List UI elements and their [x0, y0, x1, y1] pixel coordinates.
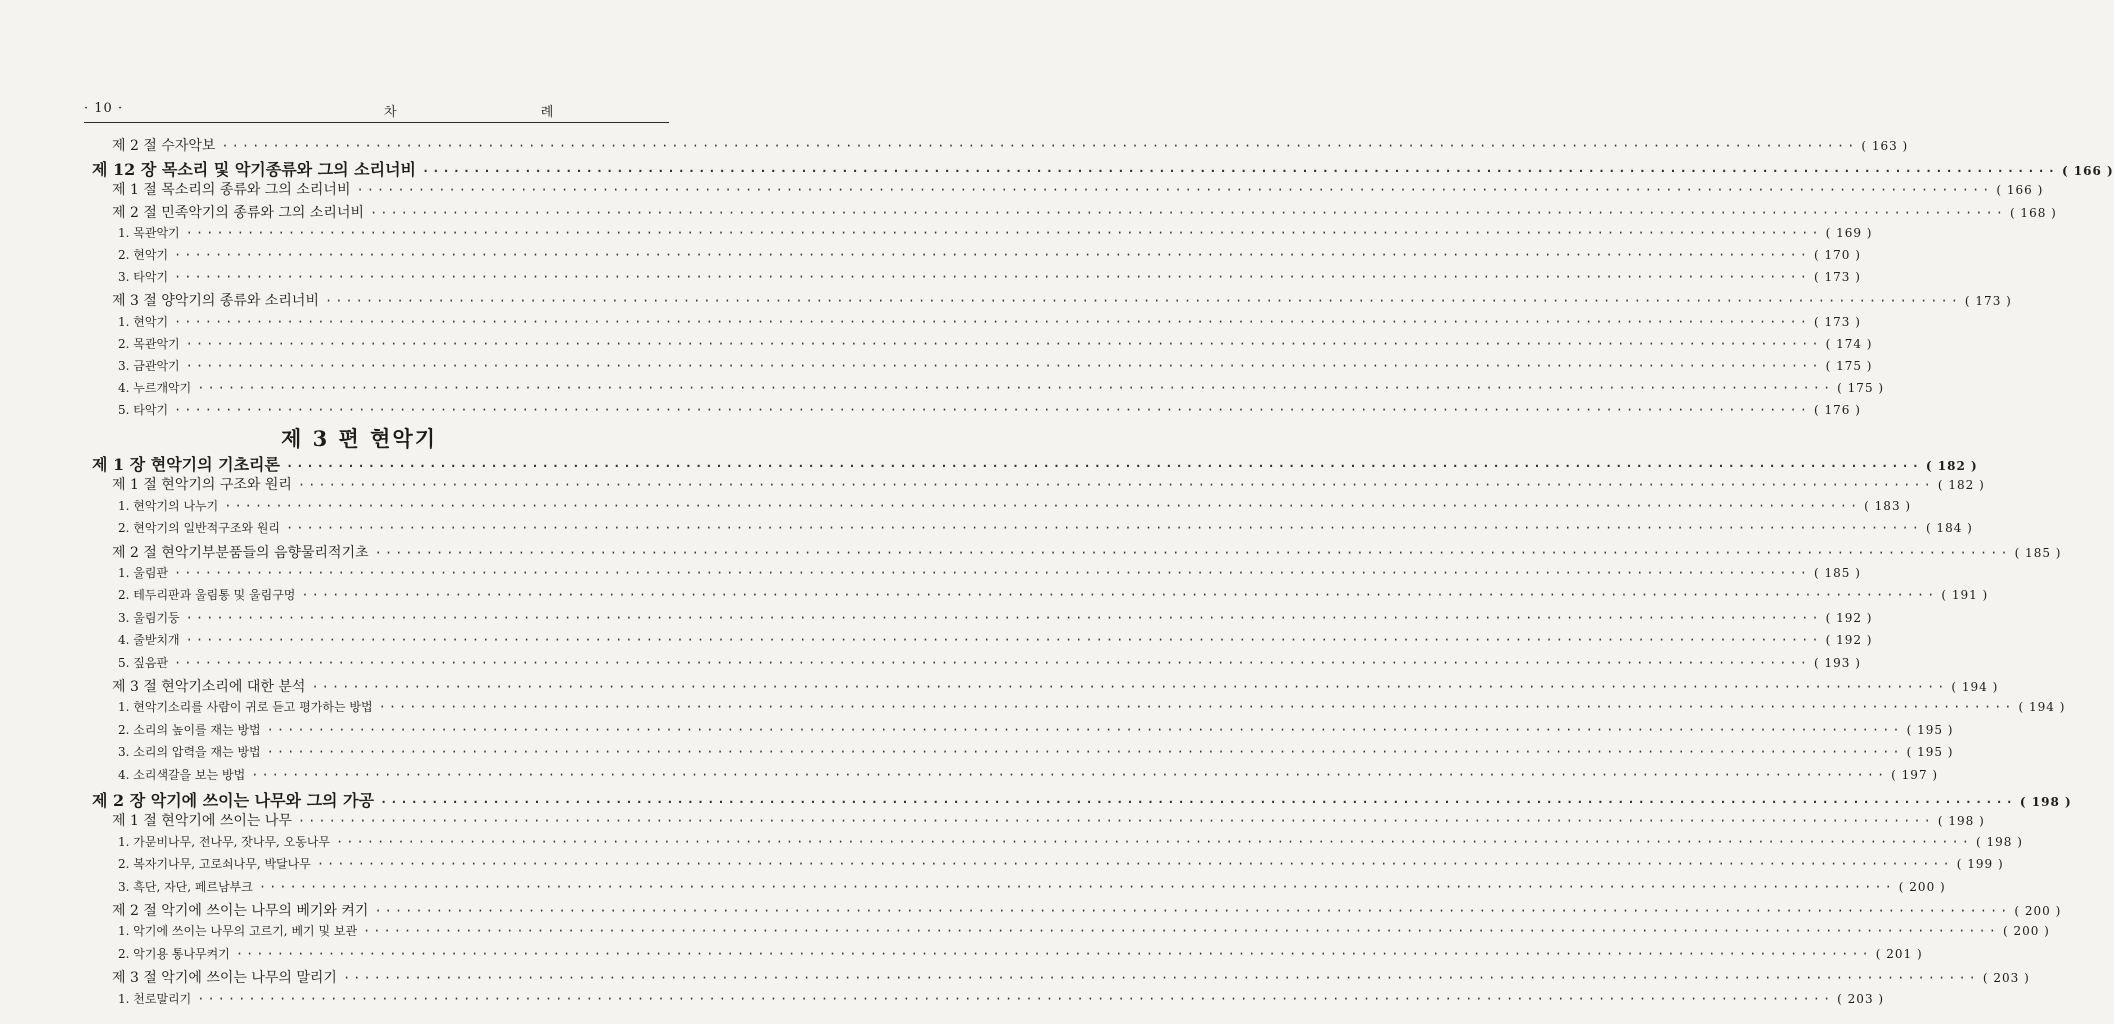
dot-leader: ································································································································································ [197, 381, 1834, 396]
toc-entry-page: ( 176 ) [1813, 403, 1861, 418]
dot-leader: ································································································································································ [185, 633, 1822, 648]
toc-entry-page: ( 175 ) [1837, 381, 1885, 396]
toc-entry-label: 2. 악기용 통나무켜기 [118, 946, 230, 961]
toc-entry-label: 3. 울림기둥 [118, 610, 180, 625]
toc-entry-item [118, 654, 1861, 671]
toc-entry-chapter [92, 157, 2114, 180]
toc-entry-page: ( 175 ) [1825, 359, 1873, 373]
toc-entry-label: 제 2 절 현악기부분품들의 음향물리적기초 [112, 544, 369, 561]
toc-entry-item [118, 497, 1912, 514]
dot-leader: ································································································································································ [251, 767, 1888, 782]
dot-leader: ································································································································································ [258, 879, 1895, 894]
toc-entry-item [118, 631, 1873, 648]
toc-entry-page: ( 182 ) [1937, 478, 1985, 493]
toc-entry-label: 3. 소리의 압력을 재는 방법 [118, 745, 261, 760]
toc-entry-item [118, 268, 1861, 285]
dot-leader: ································································································································································ [174, 655, 1810, 670]
toc-entry-page: ( 193 ) [1813, 655, 1861, 670]
toc-entry-section [112, 202, 2057, 222]
dot-leader: ································································································································································ [374, 545, 2011, 560]
toc-entry-page: ( 197 ) [1891, 767, 1939, 782]
toc-entry-label: 제 1 절 현악기의 구조와 원리 [112, 477, 292, 494]
toc-entry-label: 1. 현악기의 나누기 [118, 498, 219, 513]
dot-leader: ································································································································································ [378, 700, 2015, 715]
toc-entry-section [112, 179, 2044, 199]
toc-entry-page: ( 203 ) [1982, 971, 2030, 986]
toc-entry-item [118, 401, 1861, 418]
dot-leader: ································································································································································ [363, 924, 1999, 939]
dot-leader: ································································································································································ [297, 478, 1934, 493]
toc-entry-section [112, 135, 1909, 155]
toc-entry-page: ( 198 ) [2019, 795, 2072, 809]
dot-leader: ································································································································································ [356, 183, 1993, 198]
toc-entry-label: 제 2 장 악기에 쓰이는 나무와 그의 가공 [92, 791, 374, 810]
dot-leader: ································································································································································ [316, 857, 1953, 872]
toc-entry-label: 제 3 절 양악기의 종류와 소리너비 [112, 293, 319, 310]
toc-entry-label: 2. 소리의 높이를 재는 방법 [118, 722, 261, 737]
toc-entry-page: ( 185 ) [2014, 545, 2062, 560]
dot-leader: ································································································································································ [297, 814, 1934, 829]
dot-leader: ································································································································································ [266, 745, 1903, 760]
toc-entry-label: 3. 흑단, 자단, 페르남부크 [118, 879, 253, 894]
toc-entry-page: ( 200 ) [1898, 879, 1946, 894]
toc-entry-page: ( 201 ) [1875, 946, 1923, 961]
page-header [84, 101, 669, 121]
toc-entry-item [118, 766, 1939, 783]
dot-leader: ································································································································································ [174, 314, 1810, 329]
toc-entry-item [118, 519, 1973, 536]
toc-entry-label: 5. 짚음판 [118, 655, 169, 670]
toc-entry-label: 2. 복자기나무, 고로쇠나무, 박달나무 [118, 857, 311, 872]
dot-leader: ································································································································································ [235, 946, 1872, 961]
toc-entry-item [118, 990, 1885, 1007]
toc-entry-page: ( 170 ) [1813, 248, 1861, 262]
toc-entry-item [118, 335, 1873, 352]
toc-entry-page: ( 195 ) [1906, 722, 1954, 737]
toc-entry-page: ( 195 ) [1906, 745, 1954, 760]
toc-entry-page: ( 194 ) [1951, 680, 1999, 694]
toc-entry-label: 제 2 절 수자악보 [112, 138, 216, 154]
toc-entry-label: 제 12 장 목소리 및 악기종류와 그의 소리너비 [92, 160, 417, 180]
toc-entry-section [112, 474, 1985, 494]
toc-entry-item [118, 743, 1954, 760]
toc-entry-label: 5. 타악기 [118, 403, 169, 418]
toc-entry-page: ( 163 ) [1861, 139, 1909, 153]
toc-entry-chapter [92, 452, 1978, 475]
toc-entry-page: ( 166 ) [1996, 183, 2044, 198]
toc-entry-page: ( 192 ) [1825, 633, 1873, 648]
toc-entry-section [112, 810, 1985, 830]
toc-entry-label: 제 2 절 민족악기의 종류와 그의 소리너비 [112, 204, 364, 221]
toc-entry-page: ( 198 ) [1937, 814, 1985, 829]
dot-leader: ································································································································································ [342, 971, 1979, 986]
toc-entry-section [112, 542, 2062, 562]
toc-entry-label: 제 3 절 악기에 쓰이는 나무의 말리기 [112, 970, 337, 987]
dot-leader: ································································································································································ [374, 904, 2011, 918]
toc-entry-section [112, 900, 2062, 920]
toc-entry-item [118, 945, 1923, 962]
part-title: 제 3 편 현악기 [281, 426, 437, 451]
header-rule [84, 122, 669, 123]
dot-leader: ································································································································································ [370, 205, 2006, 220]
toc-entry-label: 제 1 절 목소리의 종류와 그의 소리너비 [112, 182, 351, 199]
toc-entry-label: 2. 테두리판과 울림통 및 울림구멍 [118, 588, 296, 603]
toc-entry-page: ( 174 ) [1825, 336, 1873, 351]
toc-entry-label: 2. 현악기 [118, 248, 169, 262]
toc-entry-label: 2. 목관악기 [118, 336, 180, 351]
dot-leader: ································································································································································ [286, 521, 1922, 536]
toc-entry-page: ( 200 ) [2014, 904, 2062, 918]
toc-entry-label: 제 2 절 악기에 쓰이는 나무의 베기와 켜기 [112, 903, 369, 919]
dot-leader: ································································································································································ [324, 294, 1961, 309]
dot-leader: ································································································································································ [197, 991, 1834, 1006]
toc-entry-item [118, 922, 2050, 939]
toc-entry-page: ( 183 ) [1864, 498, 1912, 513]
toc-entry-page: ( 200 ) [2002, 924, 2050, 939]
toc-entry-item [118, 878, 1946, 895]
toc-entry-page: ( 185 ) [1813, 566, 1861, 580]
dot-leader: ································································································································································ [422, 164, 2058, 179]
dot-leader: ································································································································································ [174, 566, 1810, 580]
toc-entry-page: ( 194 ) [2018, 700, 2066, 715]
toc-entry-page: ( 169 ) [1825, 225, 1873, 240]
toc-entry-page: ( 192 ) [1825, 610, 1873, 625]
toc-entry-item [118, 313, 1861, 330]
dot-leader: ································································································································································ [174, 248, 1810, 262]
toc-entry-item [118, 833, 2023, 850]
toc-entry-item [118, 357, 1873, 374]
dot-leader: ································································································································································ [224, 498, 1861, 513]
toc-entry-page: ( 203 ) [1837, 991, 1885, 1006]
toc-entry-label: 4. 소리색갈을 보는 방법 [118, 767, 246, 782]
header-title: 차 례 [384, 105, 624, 120]
dot-leader: ································································································································································ [221, 139, 1858, 153]
dot-leader: ································································································································································ [185, 225, 1822, 240]
toc-entry-section [112, 290, 2012, 310]
dot-leader: ································································································································································ [379, 795, 2016, 809]
toc-entry-label: 3. 금관악기 [118, 359, 180, 373]
toc-entry-label: 1. 울림판 [118, 566, 169, 580]
toc-entry-page: ( 166 ) [2061, 164, 2114, 179]
toc-entry-section [112, 967, 2030, 987]
dot-leader: ································································································································································ [285, 459, 1922, 473]
toc-entry-item [118, 246, 1861, 263]
toc-entry-label: 1. 가문비나무, 전나무, 잣나무, 오동나무 [118, 834, 331, 849]
dot-leader: ································································································································································ [174, 270, 1810, 285]
toc-entry-label: 1. 현악기소리를 사람이 귀로 듣고 평가하는 방법 [118, 700, 373, 715]
toc-entry-item [118, 224, 1873, 241]
toc-entry-page: ( 168 ) [2009, 205, 2057, 220]
dot-leader: ································································································································································ [174, 403, 1810, 418]
toc-entry-label: 제 3 절 현악기소리에 대한 분석 [112, 679, 306, 695]
toc-entry-chapter [92, 788, 2072, 811]
dot-leader: ································································································································································ [266, 722, 1903, 737]
toc-entry-label: 1. 목관악기 [118, 225, 180, 240]
toc-entry-label: 1. 현악기 [118, 314, 169, 329]
toc-entry-label: 4. 누르개악기 [118, 381, 192, 396]
toc-entry-item [118, 855, 2004, 872]
dot-leader: ································································································································································ [311, 680, 1948, 694]
toc-entry-label: 3. 타악기 [118, 270, 169, 285]
toc-entry-label: 제 1 절 현악기에 쓰이는 나무 [112, 813, 292, 830]
toc-entry-label: 1. 악기에 쓰이는 나무의 고르기, 베기 및 보관 [118, 924, 358, 939]
toc-entry-page: ( 184 ) [1925, 521, 1973, 536]
toc-entry-item [118, 721, 1954, 738]
dot-leader: ································································································································································ [185, 336, 1822, 351]
dot-leader: ································································································································································ [301, 588, 1938, 603]
dot-leader: ································································································································································ [185, 610, 1822, 625]
toc-entry-section [112, 676, 1999, 696]
toc-entry-item [118, 609, 1873, 626]
toc-entry-page: ( 191 ) [1941, 588, 1989, 603]
toc-entry-label: 2. 현악기의 일반적구조와 원리 [118, 521, 280, 536]
toc-entry-page: ( 198 ) [1975, 834, 2023, 849]
toc-entry-page: ( 199 ) [1956, 857, 2004, 872]
dot-leader: ································································································································································ [185, 359, 1822, 373]
toc-entry-item [118, 379, 1885, 396]
toc-entry-label: 제 1 장 현악기의 기초리론 [92, 455, 280, 474]
toc-entry-page: ( 173 ) [1813, 270, 1861, 285]
toc-entry-page: ( 182 ) [1925, 459, 1978, 473]
toc-entry-page: ( 173 ) [1813, 314, 1861, 329]
dot-leader: ································································································································································ [336, 834, 1972, 849]
toc-entry-label: 4. 줄받치개 [118, 633, 180, 648]
toc-entry-item [118, 586, 1989, 603]
toc-entry-page: ( 173 ) [1964, 294, 2012, 309]
toc-entry-item [118, 564, 1861, 581]
toc-entry-label: 1. 천로말리기 [118, 991, 192, 1006]
page-number: · 10 · [84, 101, 124, 116]
toc-entry-item [118, 698, 2066, 715]
